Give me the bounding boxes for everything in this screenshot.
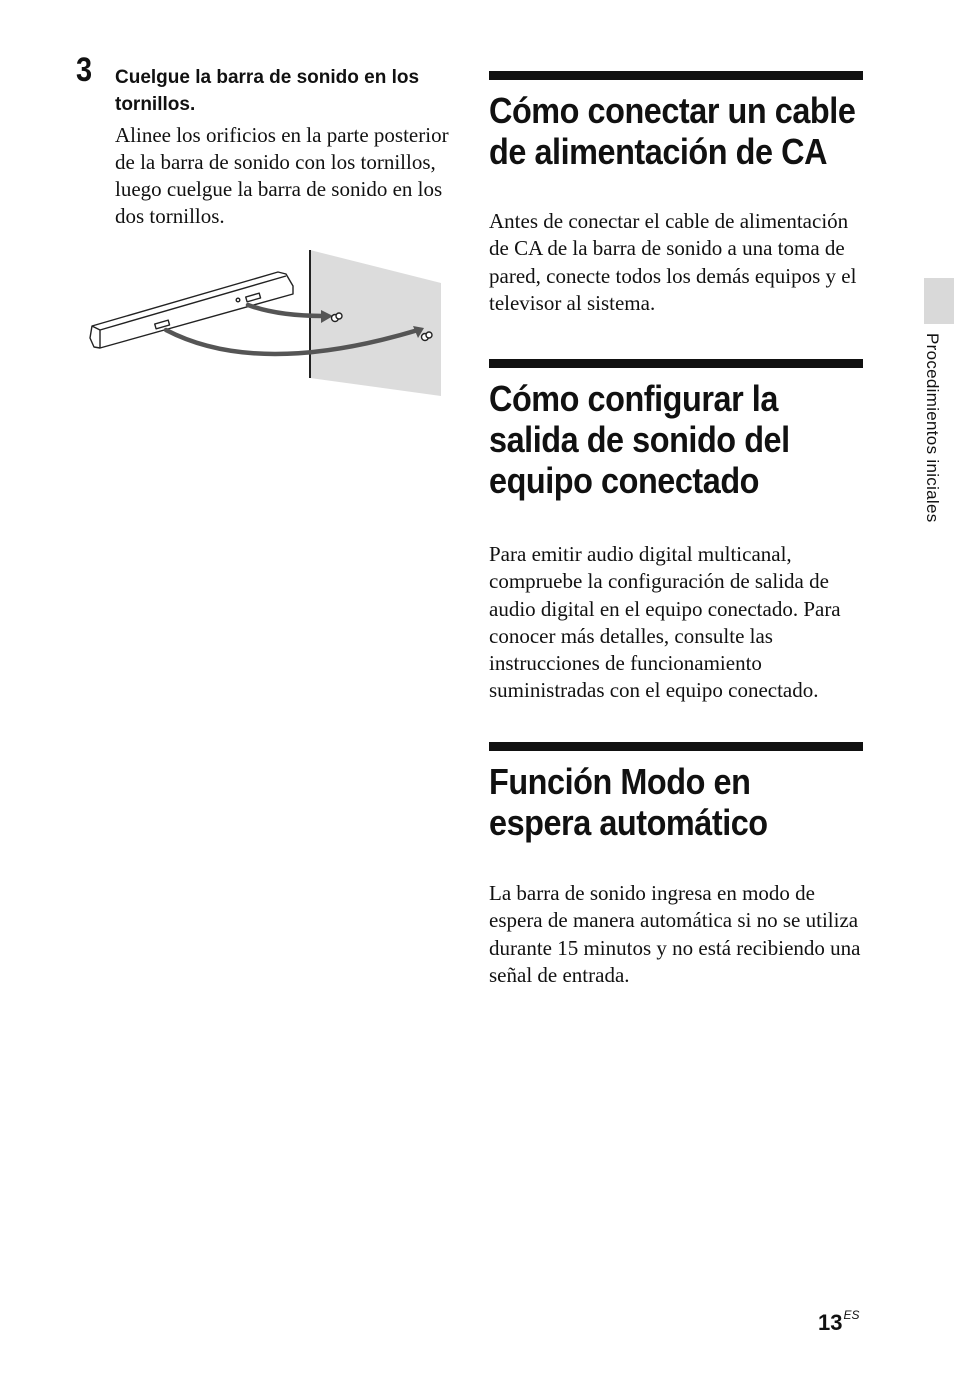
section-auto-standby [489, 742, 863, 989]
section-rule [489, 359, 863, 368]
page-number [818, 1310, 860, 1336]
page-number-value: 13 [818, 1310, 843, 1335]
soundbar-mounting-illustration [88, 250, 444, 398]
section-rule [489, 742, 863, 751]
section-title: Función Modo en espera automático [489, 761, 768, 843]
page-language-suffix: ES [843, 1308, 860, 1322]
section-rule [489, 71, 863, 80]
section-sound-output [489, 359, 863, 705]
wall-surface [310, 250, 441, 396]
step-title: Cuelgue la barra de sonido en los tornillos. [115, 67, 420, 115]
section-body: La barra de sonido ingresa en modo de espera de manera automática si no se utiliza durante 15 minutos y no está recibiendo una señal de entrada. [489, 881, 861, 987]
chapter-label: Procedimientos iniciales [923, 333, 942, 523]
section-power-cable [489, 71, 863, 317]
section-body: Antes de conectar el cable de alimentación de CA de la barra de sonido a una toma de pared, conecte todos los demás equipos y el televisor al sistema. [489, 209, 857, 315]
section-body: Para emitir audio digital multicanal, compruebe la configuración de salida de audio digital en el equipo conectado. Para conocer más detalles, consulte las instrucciones de funcionamiento suministradas con el equipo conectado. [489, 542, 841, 703]
step-number: 3 [76, 51, 93, 89]
section-title: Cómo conectar un cable de alimentación de CA [489, 90, 856, 172]
step-body: Alinee los orificios en la parte posterior de la barra de sonido con los tornillos, luego cuelgue la barra de sonido en los dos tornillos. [115, 123, 449, 228]
chapter-tab [924, 278, 954, 324]
section-title: Cómo configurar la salida de sonido del equipo conectado [489, 378, 790, 501]
